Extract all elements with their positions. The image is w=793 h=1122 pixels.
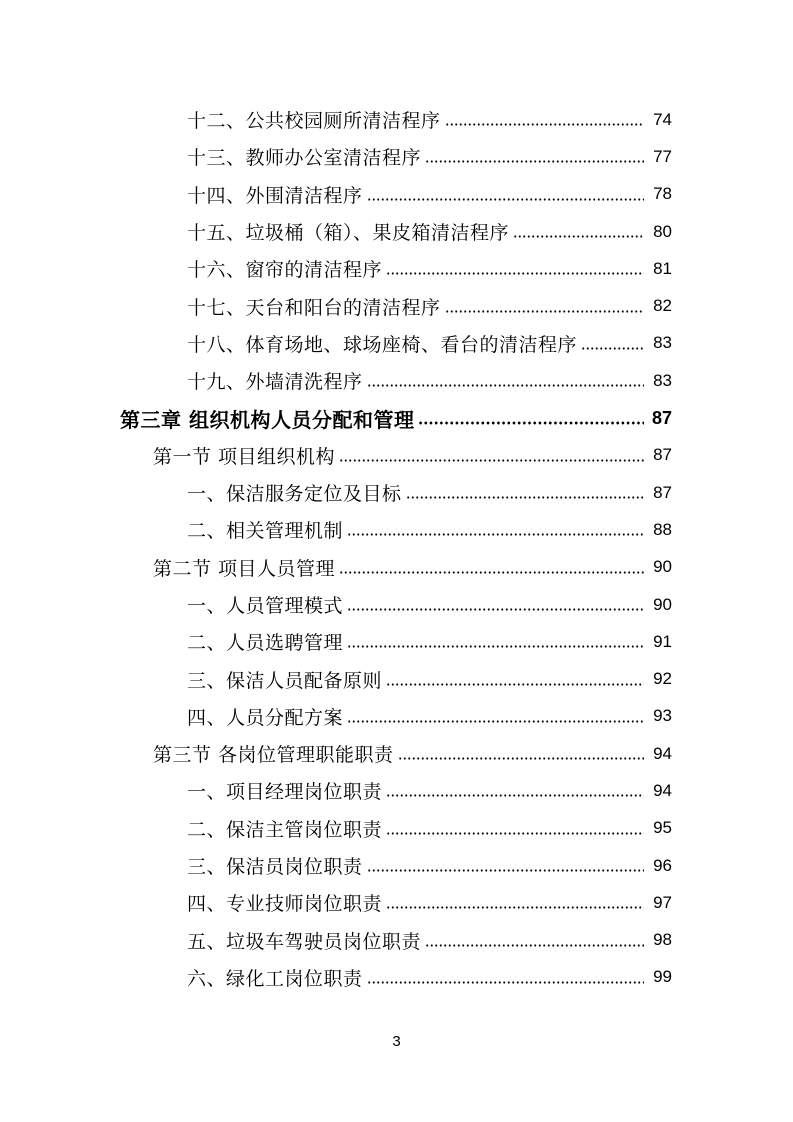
dot-leader	[347, 520, 644, 539]
toc-entry-title: 二、相关管理机制	[187, 520, 344, 543]
dot-leader	[347, 632, 644, 651]
toc-entry[interactable]	[0, 810, 793, 847]
toc-entry[interactable]	[0, 474, 793, 511]
toc-section[interactable]	[0, 549, 793, 586]
dot-leader	[386, 819, 644, 838]
dot-leader	[367, 968, 644, 987]
toc-section[interactable]	[0, 735, 793, 772]
toc-section-title: 第三节 各岗位管理职能职责	[153, 744, 394, 767]
toc-entry-page: 97	[653, 892, 672, 912]
toc-entry[interactable]	[0, 959, 793, 996]
toc-entry[interactable]	[0, 213, 793, 250]
toc-entry[interactable]	[0, 138, 793, 175]
toc-entry-page: 82	[653, 296, 672, 316]
dot-leader	[418, 409, 644, 428]
toc-entry[interactable]	[0, 623, 793, 660]
toc-entry-title: 十三、教师办公室清洁程序	[187, 147, 422, 170]
toc-entry[interactable]	[0, 586, 793, 623]
toc-entry-page: 99	[653, 967, 672, 987]
toc-entry-page: 98	[653, 930, 672, 950]
toc-entry-page: 81	[653, 258, 672, 278]
toc-chapter[interactable]	[0, 399, 793, 436]
dot-leader	[406, 483, 644, 502]
toc-entry-title: 一、人员管理模式	[187, 595, 344, 617]
dot-leader	[425, 931, 644, 950]
toc-entry[interactable]	[0, 176, 793, 213]
toc-entry-page: 83	[653, 370, 672, 390]
page-number: 3	[392, 1033, 401, 1050]
toc-section-title: 第二节 项目人员管理	[153, 557, 336, 580]
toc-entry[interactable]	[0, 698, 793, 735]
toc-entry-page: 80	[653, 221, 672, 241]
toc-entry-page: 74	[653, 109, 672, 129]
dot-leader	[339, 446, 644, 465]
toc-entry-page: 78	[653, 184, 672, 204]
toc-section-page: 90	[653, 557, 672, 577]
toc-entry-title: 十七、天台和阳台的清洁程序	[187, 296, 441, 319]
toc-entry-page: 90	[653, 594, 672, 614]
dot-leader	[513, 222, 644, 241]
toc-entry-title: 十二、公共校园厕所清洁程序	[187, 110, 441, 133]
toc-entry[interactable]	[0, 847, 793, 884]
dot-leader	[367, 185, 644, 204]
toc-entry-title: 十六、窗帘的清洁程序	[187, 259, 383, 282]
toc-entry-title: 二、人员选聘管理	[187, 632, 344, 655]
toc-entry-title: 二、保洁主管岗位职责	[187, 818, 383, 841]
toc-entry[interactable]	[0, 101, 793, 138]
toc-entry-title: 三、保洁人员配备原则	[187, 669, 383, 692]
toc-entry-title: 四、人员分配方案	[187, 706, 344, 729]
toc-entry-page: 93	[653, 706, 672, 726]
toc-section-page: 87	[653, 445, 672, 465]
toc-entry-title: 一、项目经理岗位职责	[187, 781, 383, 804]
toc-entry-page: 83	[653, 333, 672, 353]
toc-entry[interactable]	[0, 660, 793, 697]
toc-entry-page: 95	[653, 818, 672, 838]
table-of-contents	[0, 101, 793, 996]
dot-leader	[347, 707, 644, 726]
toc-entry-page: 94	[653, 780, 672, 800]
dot-leader	[386, 893, 644, 912]
toc-entry-title: 五、垃圾车驾驶员岗位职责	[187, 930, 422, 953]
dot-leader	[386, 670, 644, 689]
toc-entry[interactable]	[0, 250, 793, 287]
toc-section-page: 94	[653, 743, 672, 763]
dot-leader	[386, 781, 644, 800]
toc-entry[interactable]	[0, 922, 793, 959]
toc-entry[interactable]	[0, 511, 793, 548]
dot-leader	[445, 110, 644, 129]
toc-entry-page: 91	[653, 631, 672, 651]
toc-entry-title: 三、保洁员岗位职责	[187, 856, 363, 879]
toc-chapter-title: 第三章 组织机构人员分配和管理	[120, 407, 415, 432]
toc-entry-page: 77	[653, 146, 672, 166]
toc-entry[interactable]	[0, 772, 793, 809]
toc-entry-title: 十四、外围清洁程序	[187, 184, 363, 207]
dot-leader	[339, 558, 644, 577]
toc-chapter-page: 87	[651, 407, 672, 428]
toc-entry-page: 87	[653, 482, 672, 502]
dot-leader	[367, 371, 644, 390]
dot-leader	[445, 297, 644, 316]
toc-entry[interactable]	[0, 287, 793, 324]
dot-leader	[398, 744, 644, 763]
toc-entry[interactable]	[0, 362, 793, 399]
toc-entry-title: 一、保洁服务定位及目标	[187, 483, 402, 506]
toc-entry-title: 十五、垃圾桶（箱）、果皮箱清洁程序	[187, 222, 510, 245]
dot-leader	[425, 147, 644, 166]
toc-entry-title: 十九、外墙清洗程序	[187, 371, 363, 394]
toc-entry-title: 四、专业技师岗位职责	[187, 893, 383, 916]
dot-leader	[581, 334, 644, 353]
toc-entry-page: 88	[653, 519, 672, 539]
toc-entry[interactable]	[0, 884, 793, 921]
toc-entry-page: 96	[653, 855, 672, 875]
dot-leader	[347, 595, 644, 614]
toc-entry-title: 十八、体育场地、球场座椅、看台的清洁程序	[187, 333, 578, 356]
toc-section-title: 第一节 项目组织机构	[153, 445, 336, 468]
dot-leader	[367, 856, 644, 875]
toc-section[interactable]	[0, 437, 793, 474]
toc-entry-page: 92	[653, 669, 672, 689]
toc-entry[interactable]	[0, 325, 793, 362]
dot-leader	[386, 259, 644, 278]
toc-entry-title: 六、绿化工岗位职责	[187, 967, 363, 990]
